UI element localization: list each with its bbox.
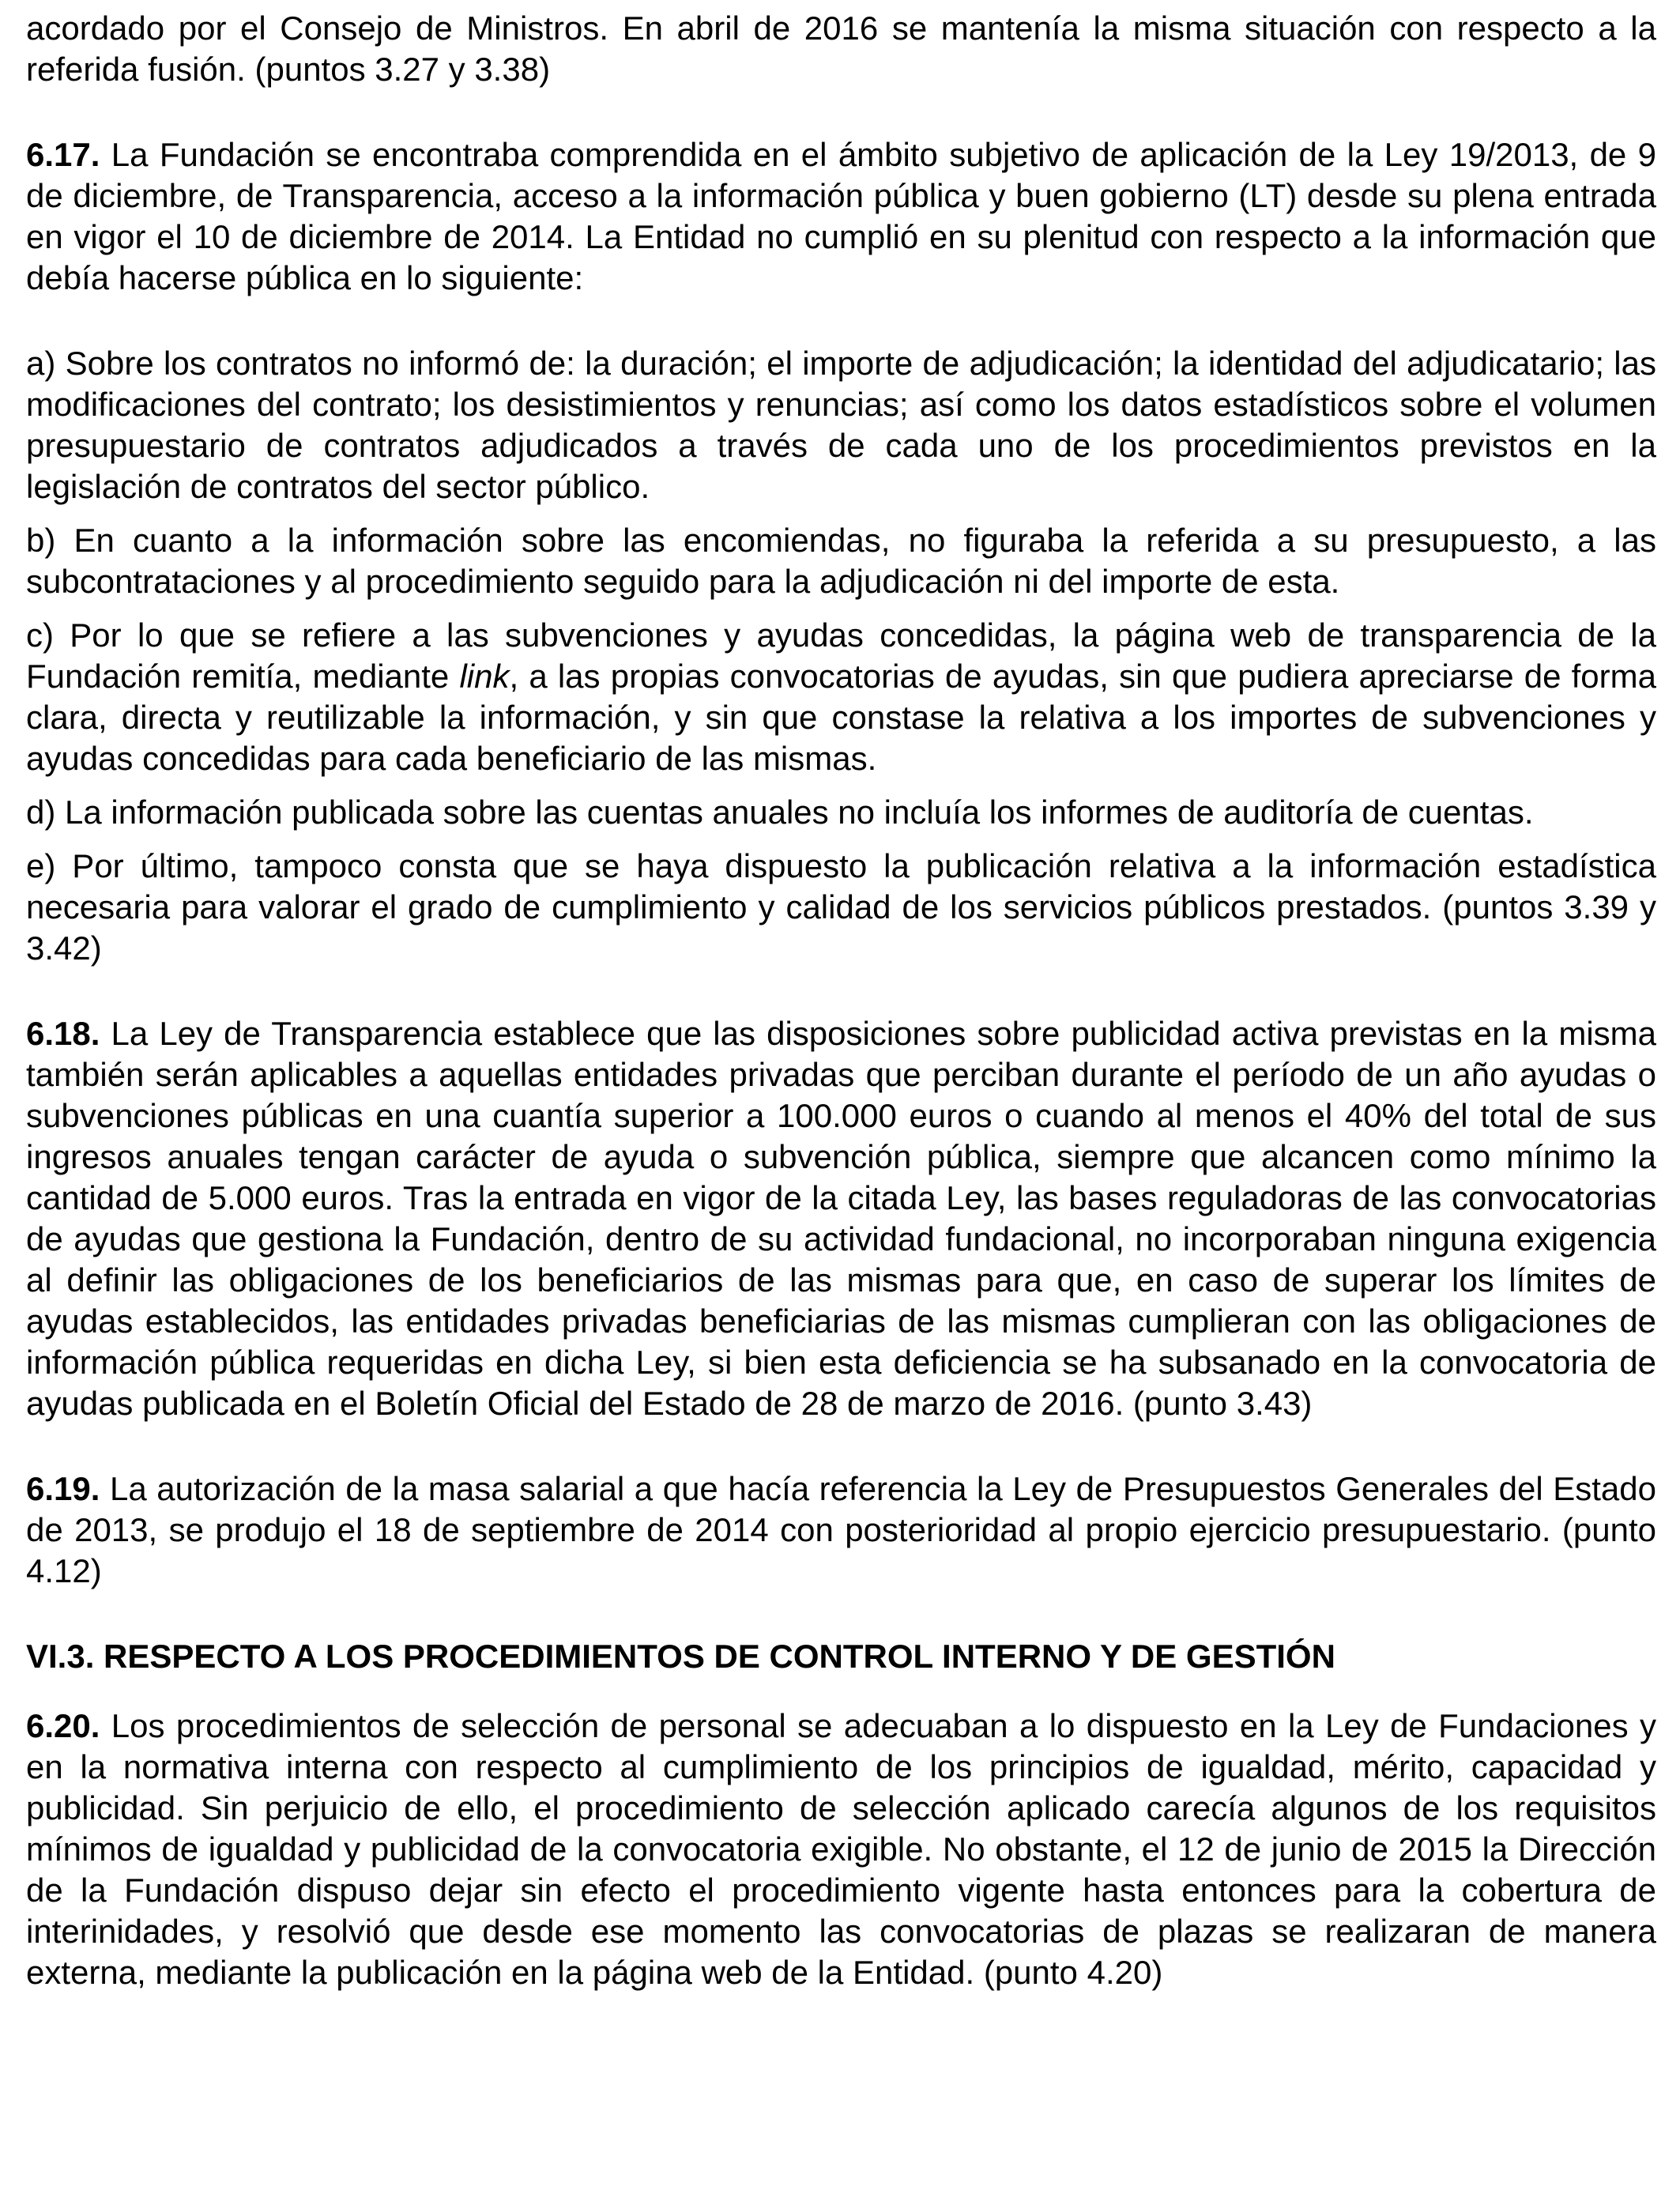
continuation-text: acordado por el Consejo de Ministros. En abril de 2016 se mantenía la misma situación con respecto a la referida fusión. (puntos 3.27 y 3.38) — [26, 9, 1656, 88]
item-e-text: e) Por último, tampoco consta que se haya dispuesto la publicación relativa a la información estadística necesaria para valorar el grado de cumplimiento y calidad de los servicios públicos prestados. (puntos 3.39 y 3.42) — [26, 847, 1656, 967]
item-d — [26, 792, 1656, 833]
item-d-text: d) La información publicada sobre las cuentas anuales no incluía los informes de auditoría de cuentas. — [26, 794, 1534, 831]
paragraph-text: Los procedimientos de selección de personal se adecuaban a lo dispuesto en la Ley de Fundaciones y en la normativa interna con respecto al cumplimiento de los principios de igualdad, mérito, capacidad y publicidad. Sin perjuicio de ello, el procedimiento de selección aplicado carecía algunos de los requisitos mínimos de igualdad y publicidad de la convocatoria exigible. No obstante, el 12 de junio de 2015 la Dirección de la Fundación dispuso dejar sin efecto el procedimiento vigente hasta entonces para la cobertura de interinidades, y resolvió que desde ese momento las convocatorias de plazas se realizaran de manera externa, mediante la publicación en la página web de la Entidad. (punto 4.20) — [26, 1707, 1656, 1991]
paragraph-number: 6.17. — [26, 136, 100, 173]
paragraph-6-17 — [26, 134, 1656, 299]
continuation-paragraph — [26, 8, 1656, 90]
paragraph-number: 6.20. — [26, 1707, 100, 1744]
item-b-text: b) En cuanto a la información sobre las encomiendas, no figuraba la referida a su presupuesto, a las subcontrataciones y al procedimiento seguido para la adjudicación ni del importe de esta. — [26, 522, 1656, 600]
item-c-text-after: , a las propias convocatorias de ayudas, sin que pudiera apreciarse de forma clara, directa y reutilizable la información, y sin que constase la relativa a los importes de subvenciones y ayudas concedidas para cada beneficiario de las mismas. — [26, 658, 1656, 777]
paragraph-number: 6.18. — [26, 1015, 100, 1052]
item-c-text-before: c) Por lo que se refiere a las subvenciones y ayudas concedidas, la página web de transparencia de la Fundación remitía, mediante — [26, 616, 1656, 695]
paragraph-text: La Ley de Transparencia establece que las disposiciones sobre publicidad activa previstas en la misma también serán aplicables a aquellas entidades privadas que perciban durante el período de un año ayudas o subvenciones públicas en una cuantía superior a 100.000 euros o cuando al menos el 40% del total de sus ingresos anuales tengan carácter de ayuda o subvención pública, siempre que alcancen como mínimo la cantidad de 5.000 euros. Tras la entrada en vigor de la citada Ley, las bases reguladoras de las convocatorias de ayudas que gestiona la Fundación, dentro de su actividad fundacional, no incorporaban ninguna exigencia al definir las obligaciones de los beneficiarios de las mismas para que, en caso de superar los límites de ayudas establecidos, las entidades privadas beneficiarias de las mismas cumplieran con las obligaciones de información pública requeridas en dicha Ley, si bien esta deficiencia se ha subsanado en la convocatoria de ayudas publicada en el Boletín Oficial del Estado de 28 de marzo de 2016. (punto 3.43) — [26, 1015, 1656, 1422]
paragraph-6-18 — [26, 1013, 1656, 1424]
paragraph-text: La Fundación se encontraba comprendida en el ámbito subjetivo de aplicación de la Ley 19/2013, de 9 de diciembre, de Transparencia, acceso a la información pública y buen gobierno (LT) desde su plena entrada en vigor el 10 de diciembre de 2014. La Entidad no cumplió en su plenitud con respecto a la información que debía hacerse pública en lo siguiente: — [26, 136, 1656, 296]
item-c — [26, 615, 1656, 779]
item-a-text: a) Sobre los contratos no informó de: la duración; el importe de adjudicación; la identidad del adjudicatario; las modificaciones del contrato; los desistimientos y renuncias; así como los datos estadísticos sobre el volumen presupuestario de contratos adjudicados a través de cada uno de los procedimientos previstos en la legislación de contratos del sector público. — [26, 345, 1656, 505]
section-heading — [26, 1636, 1656, 1677]
paragraph-number: 6.19. — [26, 1470, 100, 1507]
item-a — [26, 343, 1656, 507]
item-e — [26, 846, 1656, 969]
item-b — [26, 520, 1656, 602]
paragraph-6-19 — [26, 1468, 1656, 1592]
paragraph-6-20 — [26, 1706, 1656, 1993]
paragraph-text: La autorización de la masa salarial a que hacía referencia la Ley de Presupuestos Generales del Estado de 2013, se produjo el 18 de septiembre de 2014 con posterioridad al propio ejercicio presupuestario. (punto 4.12) — [26, 1470, 1656, 1589]
item-c-link-word: link — [459, 658, 510, 695]
section-heading-text: VI.3. RESPECTO A LOS PROCEDIMIENTOS DE CONTROL INTERNO Y DE GESTIÓN — [26, 1638, 1335, 1675]
